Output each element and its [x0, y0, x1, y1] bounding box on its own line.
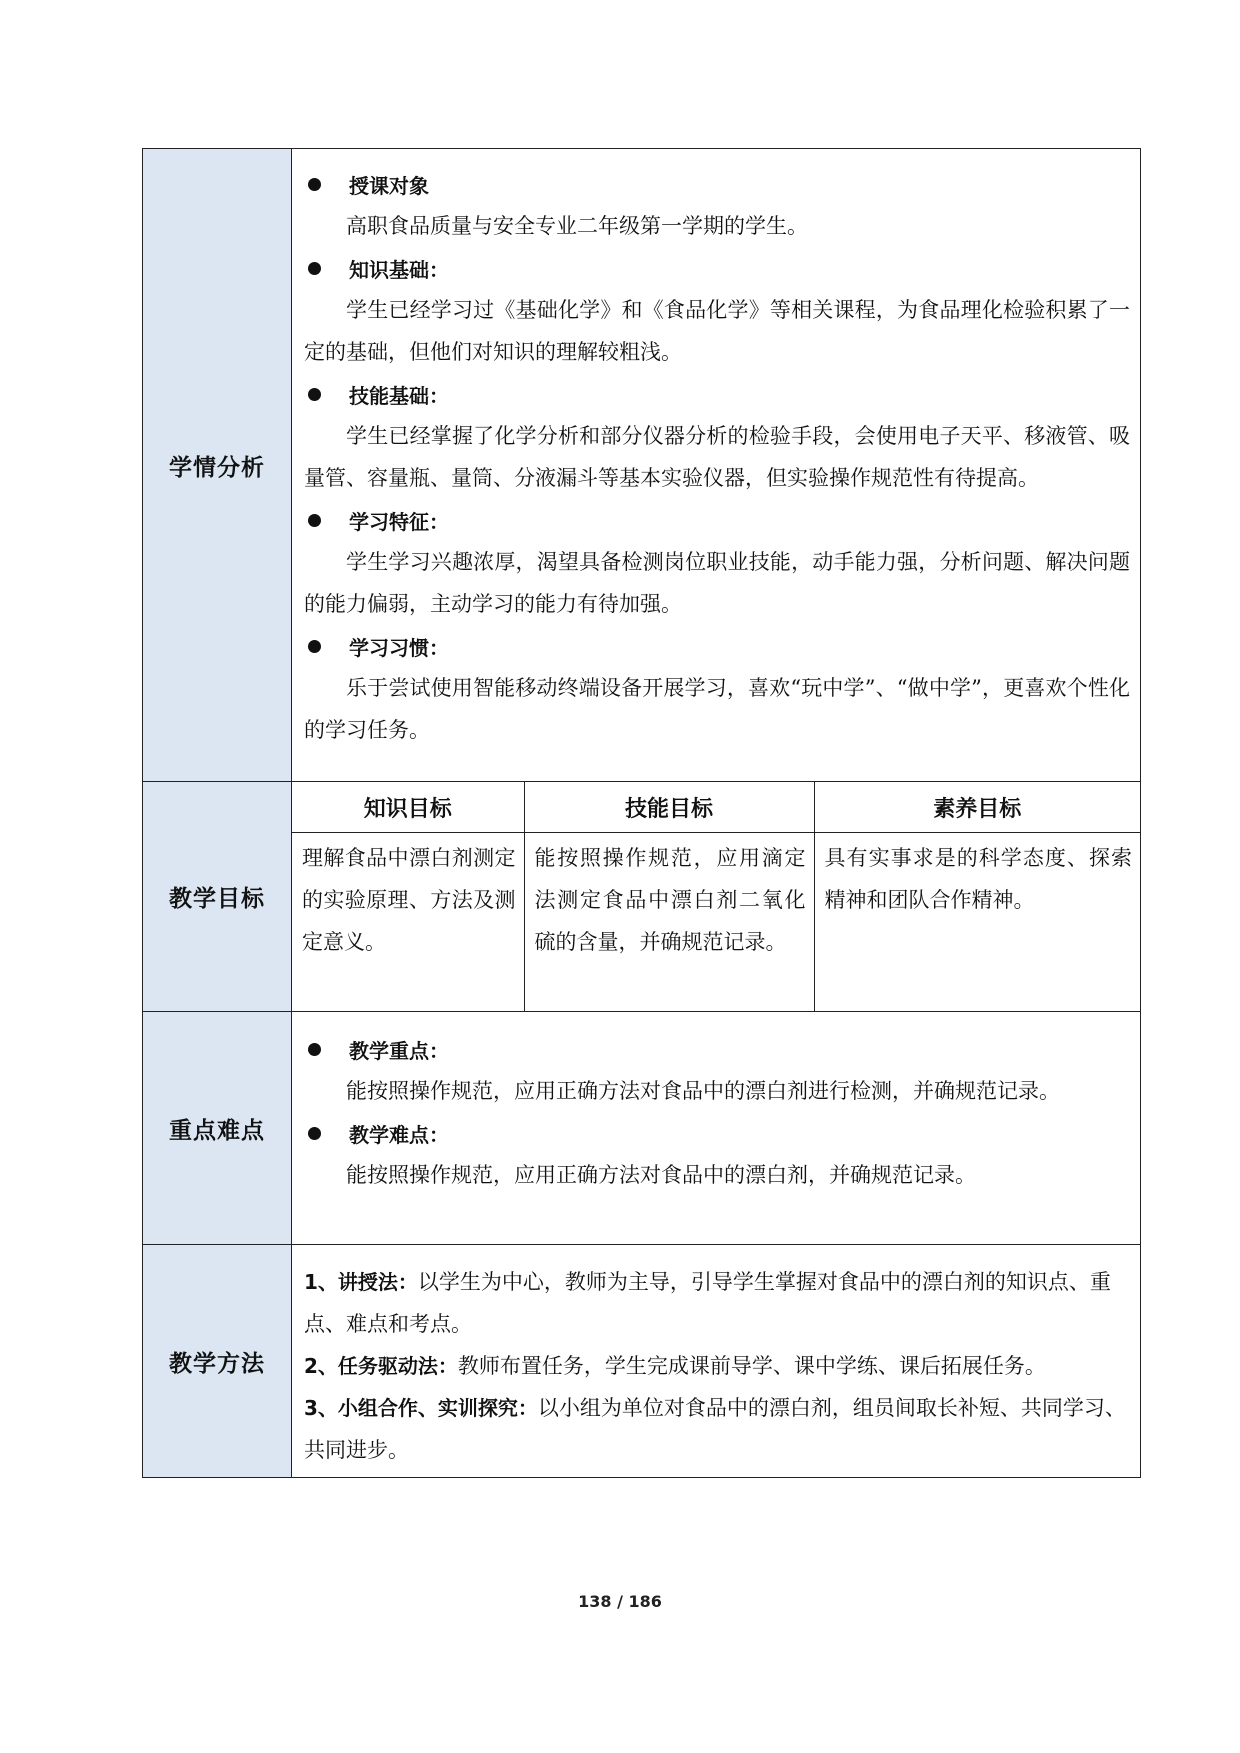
- bullet-title: 技能基础：: [349, 383, 449, 408]
- bullet-title: 学习特征：: [349, 509, 449, 534]
- method-label: 3、小组合作、实训探究：: [304, 1396, 538, 1420]
- goal-skill: 能按照操作规范，应用滴定法测定食品中漂白剂二氧化硫的含量，并确规范记录。: [524, 833, 814, 1012]
- analysis-content: [292, 149, 1141, 782]
- page-number: 138 / 186: [578, 1592, 662, 1611]
- bullet-item: [304, 163, 1130, 205]
- bullet-item: [304, 1028, 1130, 1070]
- goal-header-skill: 技能目标: [524, 782, 814, 833]
- bullet-item: [304, 247, 1130, 289]
- bullet-item: [304, 625, 1130, 667]
- bullet-text: 学生学习兴趣浓厚，渴望具备检测岗位职业技能，动手能力强，分析问题、解决问题的能力偏弱，主动学习的能力有待加强。: [304, 550, 1130, 616]
- bullet-text: 能按照操作规范，应用正确方法对食品中的漂白剂，并确规范记录。: [346, 1163, 976, 1187]
- goal-header-literacy: 素养目标: [814, 782, 1140, 833]
- bullet-icon: [308, 1043, 321, 1056]
- bullet-text: 乐于尝试使用智能移动终端设备开展学习，喜欢“玩中学”、“做中学”，更喜欢个性化的学习任务。: [304, 676, 1130, 742]
- bullet-text: 学生已经掌握了化学分析和部分仪器分析的检验手段，会使用电子天平、移液管、吸量管、容量瓶、量筒、分液漏斗等基本实验仪器，但实验操作规范性有待提高。: [304, 424, 1130, 490]
- method-label: 1、讲授法：: [304, 1270, 418, 1294]
- bullet-item: [304, 1112, 1130, 1154]
- bullet-item: [304, 373, 1130, 415]
- lesson-plan-table: [142, 148, 1141, 1478]
- analysis-row: [143, 149, 1141, 782]
- goal-knowledge: 理解食品中漂白剂测定的实验原理、方法及测定意义。: [292, 833, 524, 1012]
- goals-content: [292, 782, 1141, 1012]
- bullet-text: 能按照操作规范，应用正确方法对食品中的漂白剂进行检测，并确规范记录。: [346, 1079, 1060, 1103]
- goals-label: 教学目标: [143, 782, 292, 1012]
- method-text: 以小组为单位对食品中的漂白剂，组员间取长补短、共同学习、共同进步。: [304, 1396, 1126, 1462]
- bullet-item: [304, 499, 1130, 541]
- bullet-title: 授课对象: [349, 173, 429, 198]
- keypoints-label: 重点难点: [143, 1012, 292, 1245]
- method-label: 2、任务驱动法：: [304, 1354, 458, 1378]
- bullet-icon: [308, 640, 321, 653]
- bullet-title: 教学难点：: [349, 1122, 449, 1147]
- method-item: [304, 1261, 1130, 1345]
- bullet-icon: [308, 514, 321, 527]
- bullet-icon: [308, 1127, 321, 1140]
- bullet-text: 高职食品质量与安全专业二年级第一学期的学生。: [346, 214, 808, 238]
- goals-table: [292, 782, 1140, 1011]
- method-item: [304, 1387, 1130, 1471]
- methods-label: 教学方法: [143, 1245, 292, 1478]
- bullet-icon: [308, 178, 321, 191]
- method-item: [304, 1345, 1130, 1387]
- bullet-title: 知识基础：: [349, 257, 449, 282]
- goal-literacy: 具有实事求是的科学态度、探索精神和团队合作精神。: [814, 833, 1140, 1012]
- goal-header-knowledge: 知识目标: [292, 782, 524, 833]
- bullet-title: 学习习惯：: [349, 635, 449, 660]
- bullet-title: 教学重点：: [349, 1038, 449, 1063]
- bullet-icon: [308, 388, 321, 401]
- analysis-label: 学情分析: [143, 149, 292, 782]
- methods-content: [292, 1245, 1141, 1478]
- bullet-icon: [308, 262, 321, 275]
- method-text: 以学生为中心，教师为主导，引导学生掌握对食品中的漂白剂的知识点、重点、难点和考点。: [304, 1270, 1111, 1336]
- method-text: 教师布置任务，学生完成课前导学、课中学练、课后拓展任务。: [457, 1354, 1046, 1378]
- goals-row: [143, 782, 1141, 1012]
- methods-row: [143, 1245, 1141, 1478]
- bullet-text: 学生已经学习过《基础化学》和《食品化学》等相关课程，为食品理化检验积累了一定的基础，但他们对知识的理解较粗浅。: [304, 298, 1130, 364]
- keypoints-content: [292, 1012, 1141, 1245]
- keypoints-row: [143, 1012, 1141, 1245]
